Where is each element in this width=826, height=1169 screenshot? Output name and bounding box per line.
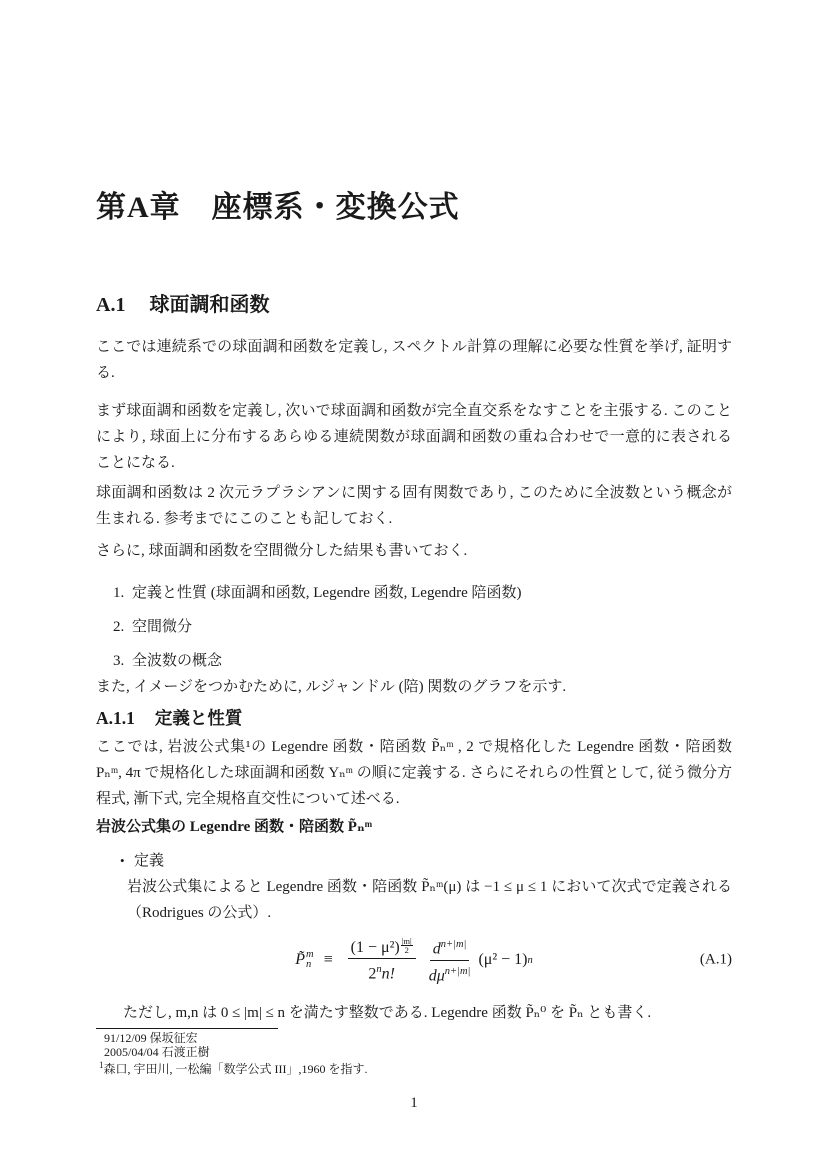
eq-rhs: (μ² − 1) — [478, 951, 528, 968]
section-heading — [96, 292, 732, 318]
footnote-history-line: 91/12/09 保坂征宏 — [104, 1031, 198, 1045]
runin-heading: 岩波公式集の Legendre 函数・陪函数 P̃ₙᵐ — [96, 819, 373, 835]
section-number: A.1 — [96, 294, 126, 316]
section-title: 球面調和函数 — [149, 294, 270, 316]
paragraph-intro-4: さらに, 球面調和函数を空間微分した結果も書いておく. — [96, 543, 468, 559]
paragraph-intro-1: ここでは連続系での球面調和函数を定義し, スペクトル計算の理解に必要な性質を挙げ, 証明する. — [96, 339, 732, 381]
list-item-text: 全波数の概念 — [132, 653, 223, 669]
page-number: 1 — [410, 1094, 418, 1111]
ordered-list — [96, 580, 732, 674]
paragraph-intro-5: また, イメージをつかむために, ルジャンドル (陪) 関数のグラフを示す. — [96, 679, 567, 695]
footnote-marker: 1 — [99, 1060, 104, 1070]
chapter-heading: 第A章 座標系・変換公式 — [96, 191, 460, 224]
footnote-rule — [96, 1028, 278, 1029]
footnote-text: 森口, 宇田川, 一松編「数学公式 III」,1960 を指す. — [103, 1062, 368, 1076]
bullet-icon: • — [120, 853, 125, 868]
subsection-heading — [96, 706, 732, 730]
footnote-history-line: 2005/04/04 石渡正樹 — [104, 1044, 210, 1059]
bullet-line — [96, 848, 732, 874]
eq-lhs-scripts: m n — [306, 949, 314, 970]
bullet-paragraph: 岩波公式集によると Legendre 函数・陪函数 P̃ₙᵐ(μ) は −1 ≤ μ ≤ 1 において次式で定義される（Rodrigues の公式）. — [127, 879, 732, 921]
eq-lhs-symbol: P̃ — [295, 951, 306, 968]
bullet-label: 定義 — [134, 853, 165, 869]
eq-fraction-1: (1 − μ²) $\frac{|m|}{2}$ 2$^n$n! — [348, 937, 416, 983]
list-item-number: 3. — [113, 653, 125, 669]
footnote-reference — [96, 1059, 732, 1077]
eq-relation: ≡ — [323, 951, 333, 968]
bullet-item — [96, 848, 732, 926]
text-column — [96, 0, 732, 1112]
eq-fraction-2: $\frac{d^{n+|m|}}{d\mu^{n+|m|}}$ — [426, 935, 474, 985]
list-item-number: 2. — [113, 619, 125, 635]
subsection-number: A.1.1 — [96, 708, 135, 728]
paragraph-intro-2: まず球面調和函数を定義し, 次いで球面調和函数が完全直交系をなすことを主張する. このことにより, 球面上に分布するあらゆる連続関数が球面調和函数の重ね合わせで一意的に表されることになる. — [96, 403, 732, 471]
list-item-text: 定義と性質 (球面調和函数, Legendre 函数, Legendre 陪函数) — [132, 585, 522, 601]
list-item-text: 空間微分 — [132, 619, 193, 635]
footnote-area — [96, 1028, 732, 1077]
list-item-number: 1. — [113, 585, 125, 601]
paragraph-after-equation: ただし, m,n は 0 ≤ |m| ≤ n を満たす整数である. Legendre 函数 P̃ₙ⁰ を P̃ₙ とも書く. — [123, 1005, 652, 1021]
equation — [96, 934, 732, 986]
subsection-title: 定義と性質 — [154, 708, 243, 728]
eq-exponent-fraction: $\frac{|m|}{2}$ — [401, 935, 412, 955]
list-item — [113, 614, 732, 640]
paragraph-intro-3: 球面調和函数は 2 次元ラプラシアンに関する固有関数であり, このために全波数という概念が生まれる. 参考までにこのことも記しておく. — [96, 485, 732, 527]
list-item — [113, 580, 732, 606]
equation-tag: (A.1) — [699, 951, 732, 968]
paragraph-subsection-1: ここでは, 岩波公式集¹の Legendre 函数・陪函数 P̃ₙᵐ , 2 で規格化した Legendre 函数・陪函数 Pₙᵐ, 4π で規格化した球面調和函数 Yₙᵐ の順に定義する. さらにそれらの性質として, 従う微分方程式, 漸下式, 完全規格直交性について述べる. — [96, 739, 732, 807]
list-item — [113, 648, 732, 674]
equation-body: P̃ m n ≡ (1 − μ²) $\frac{|m|}{2}$ 2$^n$n! $\frac{d^{n+|m|}}{d\mu^{n+|m|}}$ (μ² − 1) n — [295, 935, 533, 984]
